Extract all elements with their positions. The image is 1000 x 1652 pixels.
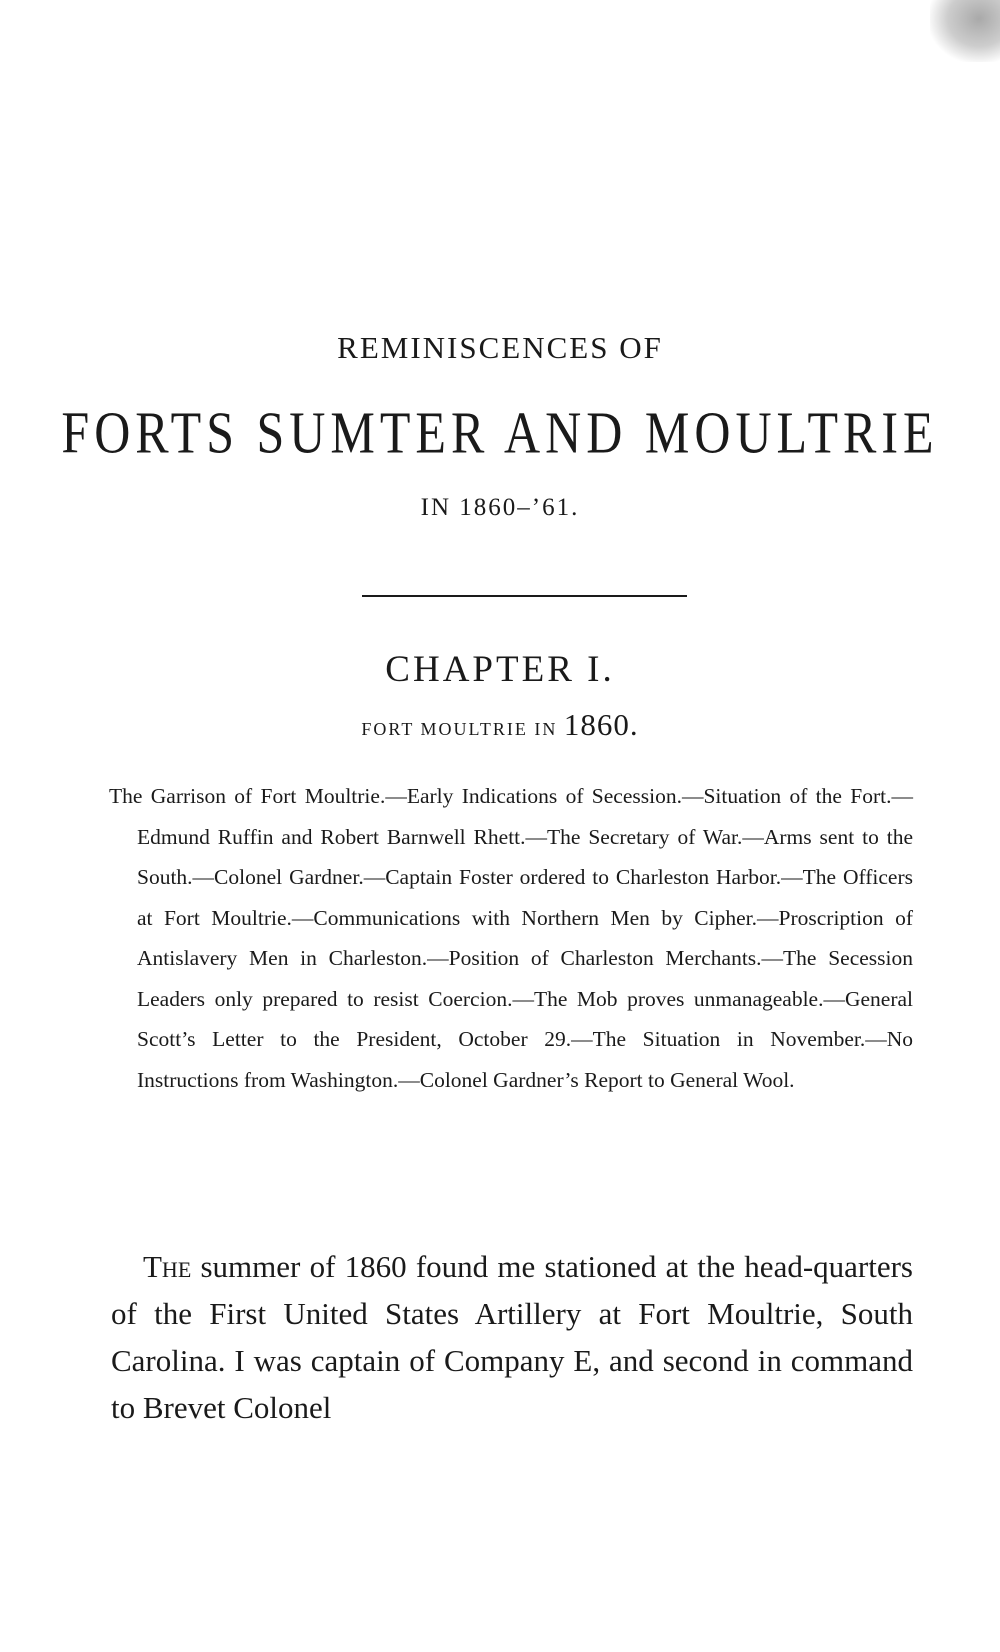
chapter-heading: CHAPTER I. xyxy=(385,649,615,690)
divider-rule xyxy=(362,595,687,597)
chapter-subtitle-text: FORT MOULTRIE IN xyxy=(361,719,558,739)
body-text: summer of 1860 found me stationed at the head-quarters of the First United States Artillery at Fort Moultrie, South Carolina. I was captain of Company E, and second in command to Brevet Colonel xyxy=(111,1249,913,1425)
chapter-subtitle-year: 1860. xyxy=(563,707,639,742)
lead-word: The xyxy=(143,1249,192,1284)
body-paragraph xyxy=(111,1243,913,1431)
chapter-synopsis: The Garrison of Fort Moultrie.—Early Indications of Secession.—Situation of the Fort.—Edmund Ruffin and Robert Barnwell Rhett.—The Secretary of War.—Arms sent to the South.—Colonel Gardner.—Captain Foster ordered to Charleston Harbor.—The Officers at Fort Moultrie.—Communications with Northern Men by Cipher.—Proscription of Antislavery Men in Charleston.—Position of Charleston Merchants.—The Secession Leaders only prepared to resist Coercion.—The Mob proves unmanageable.—General Scott’s Letter to the President, October 29.—The Situation in November.—No Instructions from Washington.—Colonel Gardner’s Report to General Wool. xyxy=(109,784,913,1092)
date-line: IN 1860–’61. xyxy=(420,494,580,521)
main-title: FORTS SUMTER AND MOULTRIE xyxy=(61,399,939,466)
page-corner-smudge xyxy=(930,0,1000,62)
pre-title: REMINISCENCES OF xyxy=(337,330,663,365)
chapter-subtitle xyxy=(0,707,1000,743)
